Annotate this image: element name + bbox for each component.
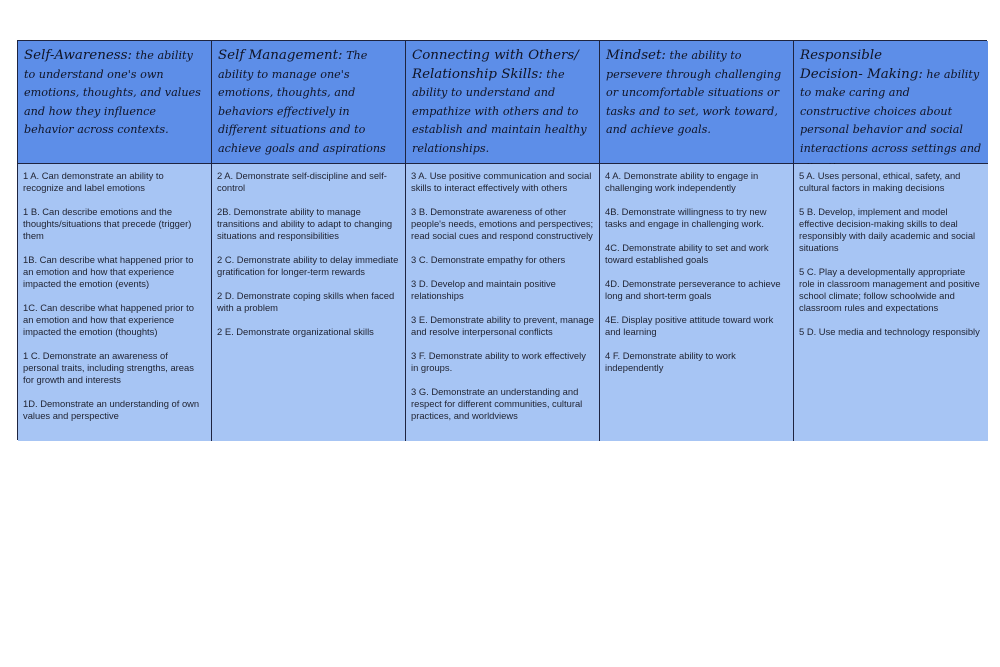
header-term: Mindset: [606, 48, 666, 63]
header-definition: The ability to manage one's emotions, thoughts, and behaviors effectively in different situations and to achieve goals and aspirations [218, 49, 386, 155]
header-mindset [600, 41, 794, 164]
competency-item: 3 A. Use positive communication and social skills to interact effectively with others [411, 170, 592, 193]
competency-item: 1 B. Can describe emotions and the thoughts/situations that precede (trigger) them [23, 206, 192, 241]
competency-item: 2 A. Demonstrate self-discipline and self-control [217, 170, 387, 193]
competency-item: 1D. Demonstrate an understanding of own values and perspective [23, 398, 200, 421]
competency-item: 1C. Can describe what happened prior to an emotion and how that experience impacted the emotion (thoughts) [23, 302, 194, 337]
competency-item: 5 A. Uses personal, ethical, safety, and cultural factors in making decisions [799, 170, 961, 193]
header-relationship-skills [406, 41, 600, 164]
body-mindset [600, 164, 794, 441]
competency-item: 1 A. Can demonstrate an ability to recognize and label emotions [23, 170, 164, 193]
header-definition: he ability to make caring and constructive choices about personal behavior and social interactions across settings and [800, 67, 982, 155]
competency-item: 4B. Demonstrate willingness to try new tasks and engage in challenging work. [605, 206, 767, 229]
header-definition: the ability to understand and empathize with others and to establish and maintain healthy relationships. [412, 67, 587, 155]
header-responsible-decision-making [794, 41, 988, 164]
competency-item: 4C. Demonstrate ability to set and work toward established goals [605, 242, 769, 265]
competency-item: 4 A. Demonstrate ability to engage in challenging work independently [605, 170, 759, 193]
competency-item: 1B. Can describe what happened prior to an emotion and how that experience impacted the emotion (events) [23, 254, 194, 289]
competency-item: 3 F. Demonstrate ability to work effectively in groups. [411, 350, 586, 373]
body-responsible-decision-making [794, 164, 988, 441]
competency-item: 3 B. Demonstrate awareness of other people's needs, emotions and perspectives; read social cues and respond constructively [411, 206, 594, 241]
header-term-line1: Responsible [800, 48, 883, 63]
header-term: Self Management: [218, 48, 343, 63]
header-self-awareness [18, 41, 212, 164]
body-self-management [212, 164, 406, 441]
header-definition: the ability to persevere through challenging or uncomfortable situations or tasks and to set, work toward, and achieve goals. [606, 49, 782, 137]
header-self-management [212, 41, 406, 164]
competency-item: 2 E. Demonstrate organizational skills [217, 326, 374, 337]
competency-item: 2B. Demonstrate ability to manage transitions and ability to adapt to changing situations and responsibilities [217, 206, 393, 241]
header-term-line2-text: Decision- Making: [800, 66, 923, 82]
header-term: Self-Awareness: [24, 48, 133, 63]
competency-item: 2 D. Demonstrate coping skills when faced with a problem [217, 290, 395, 313]
competency-item: 1 C. Demonstrate an awareness of personal traits, including strengths, areas for growth and interests [23, 350, 194, 385]
header-term: Connecting with Others/ Relationship Skills: [412, 48, 579, 82]
sel-competency-table [17, 40, 987, 440]
competency-item: 3 E. Demonstrate ability to prevent, manage and resolve interpersonal conflicts [411, 314, 594, 337]
competency-item: 3 G. Demonstrate an understanding and respect for different communities, cultural practices, and worldviews [411, 386, 583, 421]
competency-item: 4 F. Demonstrate ability to work independently [605, 350, 736, 373]
competency-item: 5 D. Use media and technology responsibly [799, 326, 980, 337]
header-definition: the ability to understand one's own emotions, thoughts, and values and how they influence behavior across contexts. [24, 49, 201, 137]
competency-item: 2 C. Demonstrate ability to delay immediate gratification for longer-term rewards [217, 254, 399, 277]
body-relationship-skills [406, 164, 600, 441]
competency-item: 5 B. Develop, implement and model effective decision-making skills to deal responsibly with daily academic and social situations [799, 206, 976, 253]
competency-item: 3 D. Develop and maintain positive relationships [411, 278, 556, 301]
competency-item: 3 C. Demonstrate empathy for others [411, 254, 566, 265]
competency-item: 4D. Demonstrate perseverance to achieve long and short-term goals [605, 278, 781, 301]
competency-item: 4E. Display positive attitude toward work and learning [605, 314, 774, 337]
competency-item: 5 C. Play a developmentally appropriate role in classroom management and positive school climate; follow schoolwide and classroom rules and expectations [799, 266, 980, 313]
body-self-awareness [18, 164, 212, 441]
header-term-line2 [800, 66, 982, 178]
